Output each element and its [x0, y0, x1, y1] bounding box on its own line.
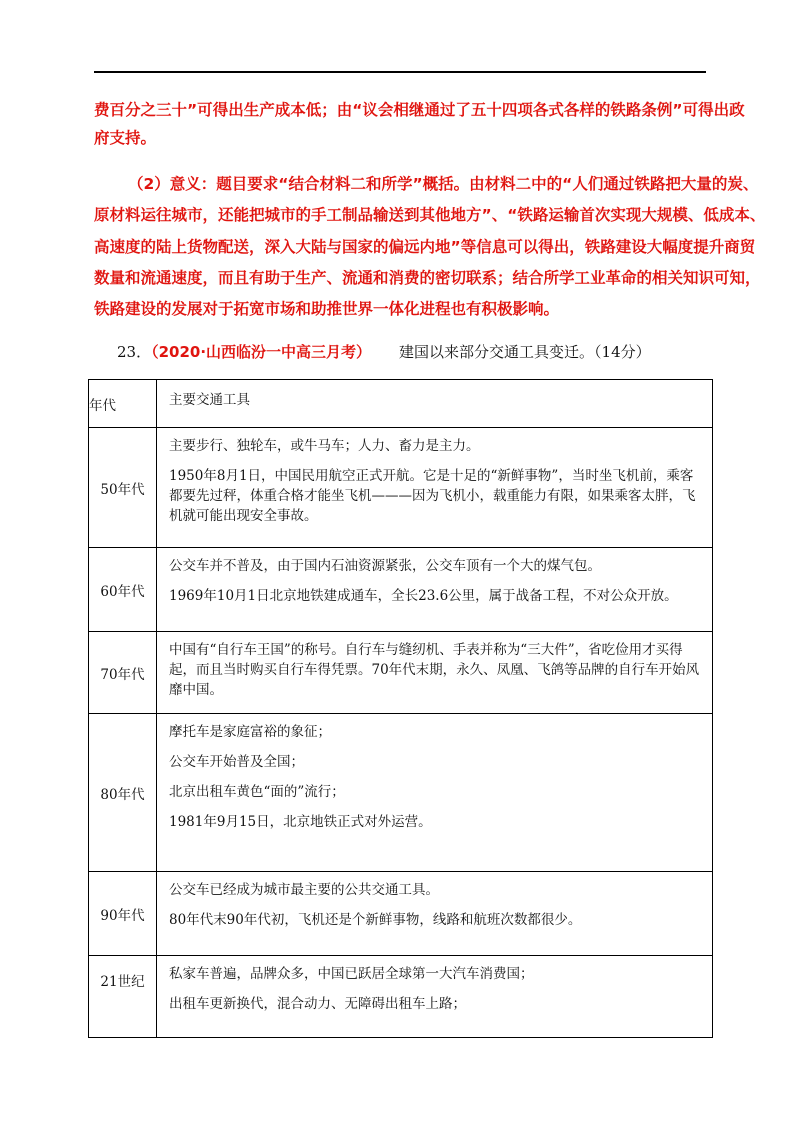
- tools-item: 中国有“自行车王国”的称号。自行车与缝纫机、手表并称为“三大件”，省吃俭用才买得起，而且当时购买自行车得凭票。70年代末期，永久、凤凰、飞鸽等品牌的自行车开始风靡中国。: [169, 642, 700, 698]
- table-row: [89, 872, 713, 956]
- tools-cell: [157, 714, 713, 872]
- tools-cell: [157, 428, 713, 548]
- question-line: [117, 341, 651, 362]
- tools-item: 私家车普遍，品牌众多，中国已跃居全球第一大汽车消费国；: [169, 966, 534, 982]
- question-source: （2020·山西临汾一中高三月考）: [151, 343, 372, 361]
- tools-item: 1969年10月1日北京地铁建成通车，全长23.6公里，属于战备工程，不对公众开放。: [169, 588, 678, 604]
- header-tools: 主要交通工具: [157, 380, 713, 428]
- answer-line-4: 原材料运往城市，还能把城市的手工制品输送到其他地方”、“铁路运输首次实现大规模、低成本、: [94, 206, 766, 224]
- table-row: [89, 548, 713, 632]
- tools-item: 1981年9月15日，北京地铁正式对外运营。: [169, 814, 432, 830]
- question-number: 23．: [117, 343, 152, 361]
- answer-line-5: 高速度的陆上货物配送，深入大陆与国家的偏远内地”等信息可以得出，铁路建设大幅度提升商贸: [94, 238, 756, 256]
- tools-cell: [157, 548, 713, 632]
- question-text: 建国以来部分交通工具变迁。（14分）: [399, 343, 651, 361]
- header-rule: [94, 71, 706, 73]
- answer-line-6: 数量和流通速度，而且有助于生产、流通和消费的密切联系；结合所学工业革命的相关知识可知，: [94, 269, 761, 287]
- answer-line-3: （2）意义：题目要求“结合材料二和所学”概括。由材料二中的“人们通过铁路把大量的炭、: [128, 175, 759, 193]
- tools-cell: [157, 632, 713, 714]
- tools-item: 1950年8月1日，中国民用航空正式开航。它是十足的“新鲜事物”，当时坐飞机前，乘客都要先过秤，体重合格才能坐飞机———因为飞机小，载重能力有限，如果乘客太胖，飞机就可能出现安全事故。: [169, 468, 696, 524]
- table-row: [89, 632, 713, 714]
- era-cell: 50年代: [89, 428, 157, 548]
- tools-item: 公交车并不普及，由于国内石油资源紧张，公交车顶有一个大的煤气包。: [169, 558, 601, 574]
- tools-cell: [157, 872, 713, 956]
- era-cell: 80年代: [89, 714, 157, 872]
- answer-line-2: 府支持。: [94, 129, 157, 147]
- tools-cell: [157, 956, 713, 1038]
- table-row: [89, 714, 713, 872]
- era-cell: 90年代: [89, 872, 157, 956]
- table-row: [89, 428, 713, 548]
- transport-table: [88, 379, 713, 1038]
- table-header-row: [89, 380, 713, 428]
- tools-item: 公交车已经成为城市最主要的公共交通工具。: [169, 882, 439, 898]
- tools-item: 摩托车是家庭富裕的象征；: [169, 724, 331, 740]
- table-row: [89, 956, 713, 1038]
- era-cell: 70年代: [89, 632, 157, 714]
- tools-item: 公交车开始普及全国；: [169, 754, 304, 770]
- tools-item: 北京出租车黄色“面的”流行；: [169, 784, 345, 800]
- header-era: 年代: [89, 380, 157, 428]
- answer-line-7: 铁路建设的发展对于拓宽市场和助推世界一体化进程也有积极影响。: [94, 300, 560, 318]
- tools-item: 80年代末90年代初，飞机还是个新鲜事物，线路和航班次数都很少。: [169, 912, 582, 928]
- tools-item: 主要步行、独轮车，或牛马车；人力、畜力是主力。: [169, 438, 480, 454]
- tools-item: 出租车更新换代，混合动力、无障碍出租车上路；: [169, 996, 466, 1012]
- era-cell: 60年代: [89, 548, 157, 632]
- answer-line-1: 费百分之三十”可得出生产成本低；由“议会相继通过了五十四项各式各样的铁路条例”可得出政: [94, 101, 745, 119]
- era-cell: 21世纪: [89, 956, 157, 1038]
